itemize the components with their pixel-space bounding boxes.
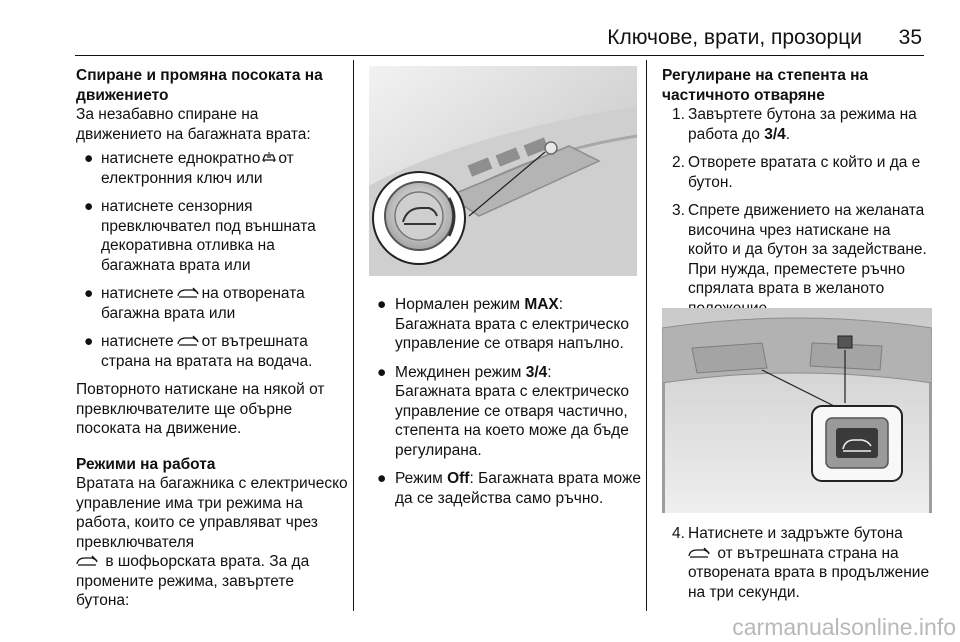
column-3-continued <box>662 524 932 611</box>
list-item-mode-off: ● Режим Off: Багажната врата може да се задейства само ръчно. <box>377 470 641 507</box>
bullet: ● <box>84 285 94 302</box>
column-2 <box>369 290 641 517</box>
section-heading-stop-reverse: Спиране и промяна посоката на движението <box>76 67 323 104</box>
list-item-step-1: 1. Завъртете бутона за режима на работа до 3/4. <box>672 106 917 143</box>
watermark: carmanualsonline.info <box>732 614 956 640</box>
tailgate-icon <box>177 287 199 299</box>
list-item-mode-max: ● Нормален режим MAX: Багажната врата с електрическо управление се отваря напълно. <box>377 296 629 352</box>
bullet: ● <box>377 296 387 313</box>
modes-list <box>369 295 641 508</box>
header-rule <box>75 55 924 56</box>
page-header <box>0 0 960 60</box>
adjust-steps-list-continued <box>662 524 932 602</box>
list-item-mode-34: ● Междинен режим 3/4: Багажната врата с електрическо управление се отваря частично, степента на което може да бъде регулирана. <box>377 363 629 459</box>
tailgate-button-illustration <box>662 308 932 513</box>
section-heading-partial-opening: Регулиране на степента на частичното отваряне <box>662 67 869 104</box>
column-divider-right <box>646 60 647 611</box>
door-switch-illustration <box>369 66 637 276</box>
bullet: ● <box>84 150 94 167</box>
section-outro: Повторното натискане на някой от превключвателите ще обърне посоката на движение. <box>76 381 325 437</box>
list-item: ● натиснете на отворената багажна врата или <box>84 285 305 322</box>
column-3 <box>662 66 932 327</box>
list-item-step-4: 4. Натиснете и задръжте бутона от вътрешната страна на отворената врата в продължение на три секунди. <box>672 525 930 601</box>
list-item-step-3: 3. Спрете движението на желаната височина чрез натискане на който и да бутон за задействане. При нужда, преместете ръчно спрялата врата в желаното <box>672 202 927 297</box>
tailgate-icon <box>76 555 98 567</box>
bullet: ● <box>377 363 387 381</box>
bullet: ● <box>84 333 94 350</box>
section-intro: За незабавно спиране на движението на багажната врата: <box>76 106 311 143</box>
list-item: ● натиснете сензорния превключвател под външната декоративна отливка на багажната врата или <box>84 198 316 274</box>
column-1 <box>76 66 348 611</box>
tailgate-icon <box>688 547 710 559</box>
tailgate-icon <box>177 335 199 347</box>
column-divider-left <box>353 60 354 611</box>
bullet: ● <box>377 470 387 487</box>
stop-methods-list <box>76 149 348 371</box>
list-item: ● натиснете от вътрешната страна на вратата на водача. <box>84 333 313 370</box>
page-number: 35 <box>898 26 922 49</box>
list-item: ● натиснете еднократно от електронния ключ или <box>84 150 294 187</box>
modes-intro: Вратата на багажника с електрическо управление има три режима на работа, които се управляват чрез превключвателя в шофьорската врата. За да промените режима, завъртете бутона: <box>76 475 348 609</box>
page-title: Ключове, врати, прозорци <box>607 26 862 49</box>
adjust-steps-list <box>662 105 932 318</box>
bullet: ● <box>84 198 94 215</box>
car-key-tailgate-icon <box>262 150 276 163</box>
section-heading-modes: Режими на работа <box>76 455 216 473</box>
list-item-step-2: 2. Отворете вратата с който и да е бутон. <box>672 154 921 191</box>
